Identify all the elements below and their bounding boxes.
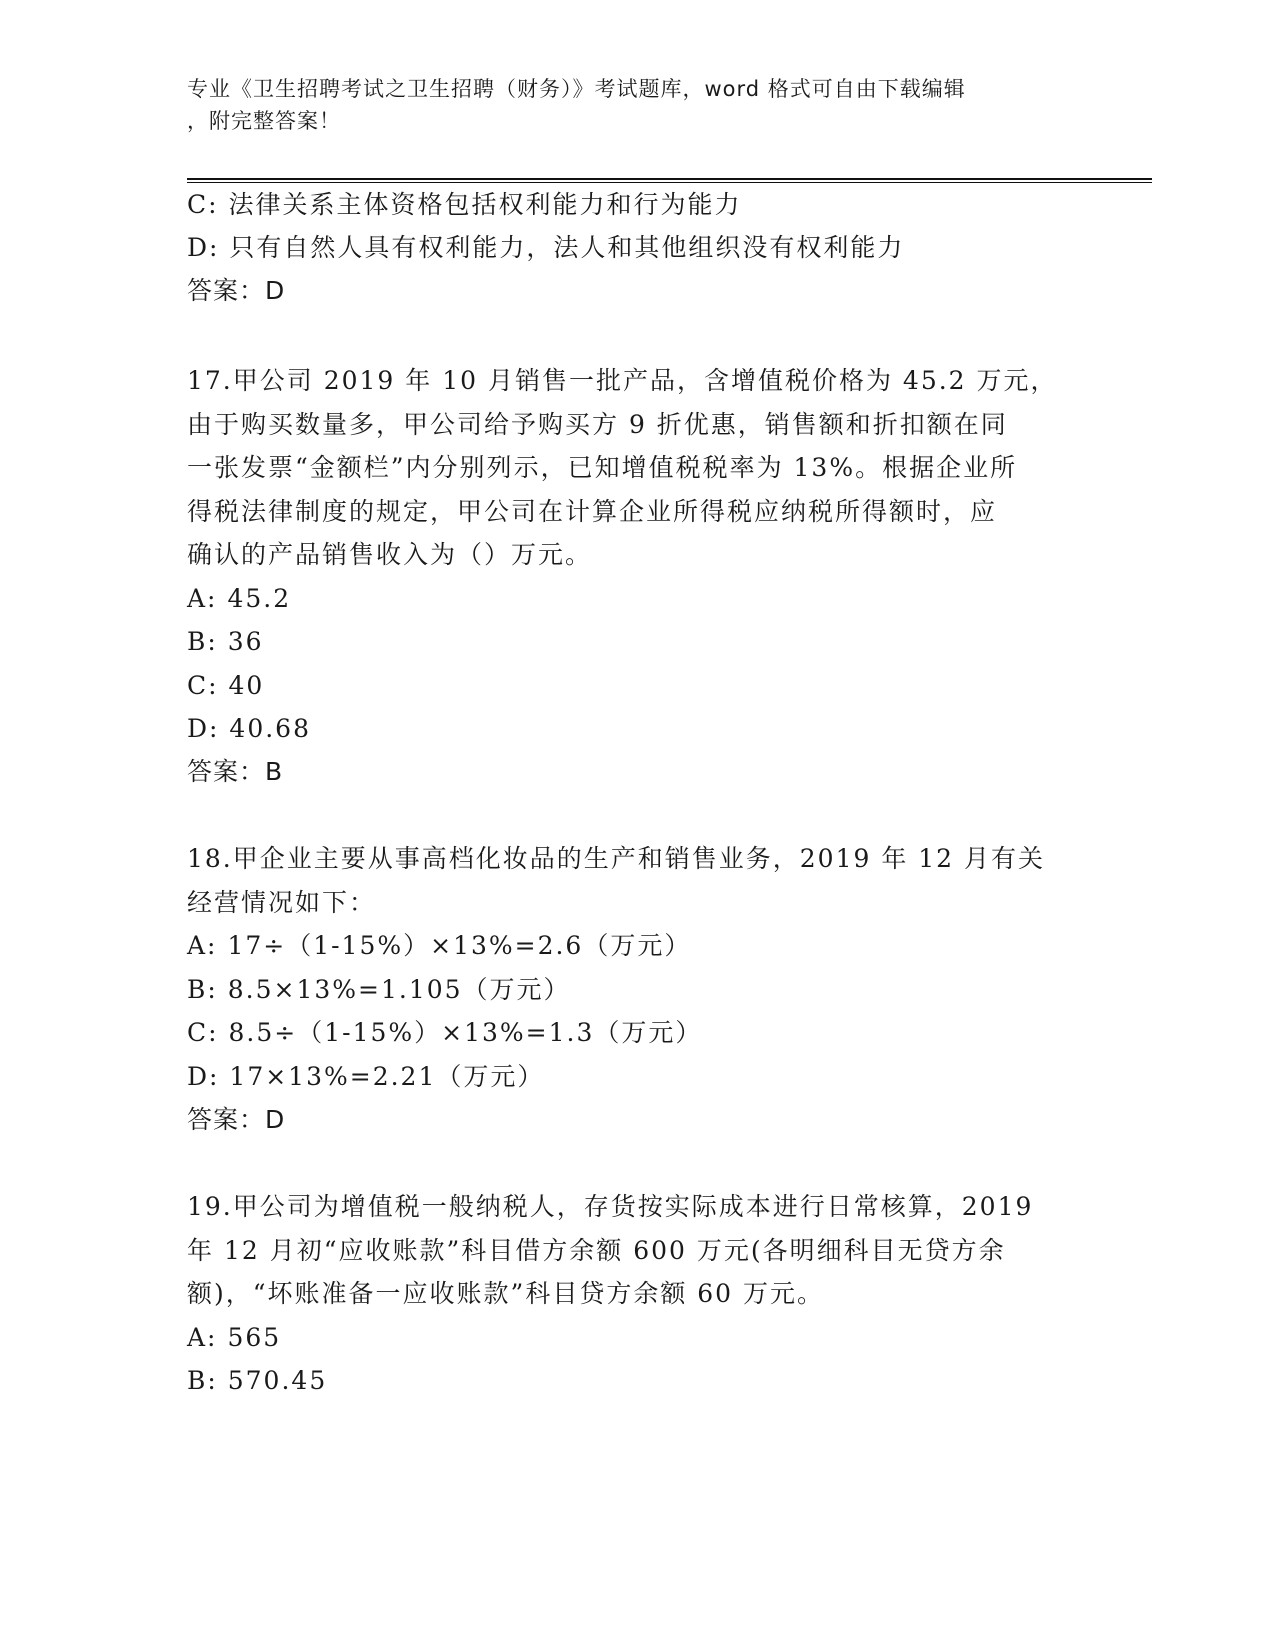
header-line-1: 专业《卫生招聘考试之卫生招聘（财务）》考试题库，word 格式可自由下载编辑 [187,77,966,101]
question-17-line: 17.甲公司 2019 年 10 月销售一批产品，含增值税价格为 45.2 万元， [187,366,1058,395]
question-19-line: 年 12 月初“应收账款”科目借方余额 600 万元(各明细科目无贷方余 [187,1236,1006,1265]
option-d: D: 只有自然人具有权利能力，法人和其他组织没有权利能力 [187,233,905,262]
answer: 答案：D [187,276,286,305]
option-b: B: 36 [187,627,264,656]
question-19-line: 19.甲公司为增值税一般纳税人，存货按实际成本进行日常核算，2019 [187,1192,1034,1221]
document-header [187,73,1087,137]
question-18-line: 18.甲企业主要从事高档化妆品的生产和销售业务，2019 年 12 月有关 [187,844,1046,873]
header-divider-thin [187,182,1152,183]
option-b: B: 8.5×13%=1.105（万元） [187,975,571,1004]
header-line-2: ，附完整答案！ [187,109,341,133]
option-c: C: 8.5÷（1-15%）×13%=1.3（万元） [187,1018,703,1047]
answer: 答案：D [187,1105,286,1134]
answer: 答案：B [187,757,284,786]
option-a: A: 17÷（1-15%）×13%=2.6（万元） [187,931,692,960]
question-19-line: 额)，“坏账准备一应收账款”科目贷方余额 60 万元。 [187,1279,825,1308]
question-17-line: 得税法律制度的规定，甲公司在计算企业所得税应纳税所得额时，应 [187,497,998,526]
option-c: C: 40 [187,671,265,700]
header-divider [187,178,1152,180]
question-18-line: 经营情况如下： [187,888,377,917]
question-17-line: 确认的产品销售收入为（）万元。 [187,540,593,569]
question-17-line: 由于购买数量多，甲公司给予购买方 9 折优惠，销售额和折扣额在同 [187,410,1008,439]
question-17-line: 一张发票“金额栏”内分别列示，已知增值税税率为 13%。根据企业所 [187,453,1018,482]
option-d: D: 17×13%=2.21（万元） [187,1062,545,1091]
option-d: D: 40.68 [187,714,311,743]
option-c: C: 法律关系主体资格包括权利能力和行为能力 [187,190,742,219]
option-a: A: 45.2 [187,584,292,613]
option-a: A: 565 [187,1323,282,1352]
option-b: B: 570.45 [187,1366,328,1395]
